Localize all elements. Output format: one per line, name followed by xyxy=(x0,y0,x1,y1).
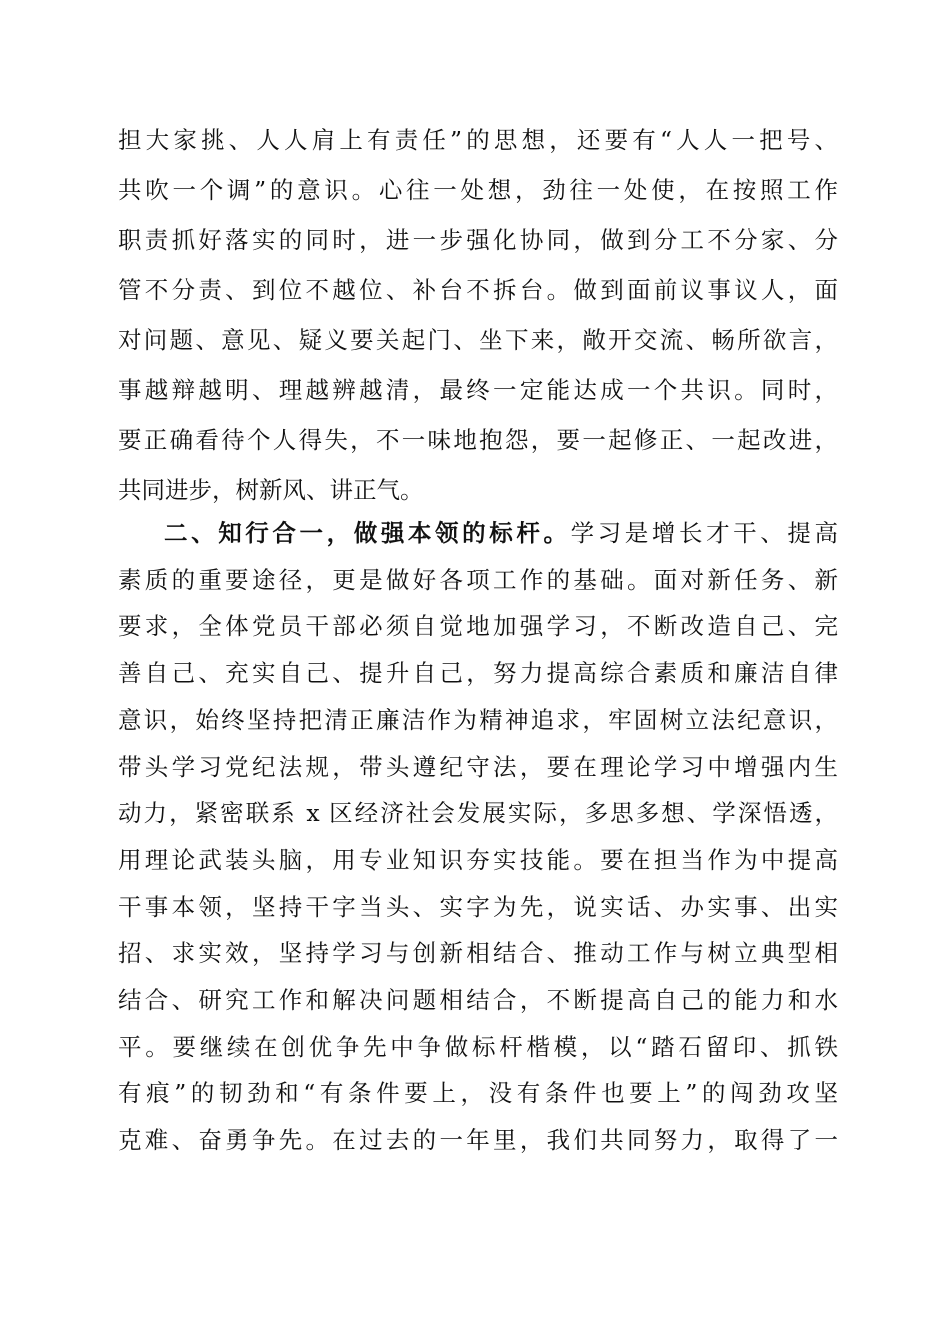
paragraph-2-line-10: 招、求实效，坚持学习与创新相结合、推动工作与树立典型相 xyxy=(118,939,838,968)
paragraph-2-line-9: 干事本领，坚持干字当头、实字为先，说实话、办实事、出实 xyxy=(118,892,838,921)
paragraph-2-line-12: 平。要继续在创优争先中争做标杆楷模，以“踏石留印、抓铁 xyxy=(118,1032,838,1061)
paragraph-2-line-13: 有痕”的韧劲和“有条件要上，没有条件也要上”的闯劲攻坚 xyxy=(118,1079,838,1108)
paragraph-2-first-line-text: 学习是增长才干、提高 xyxy=(570,519,838,547)
paragraph-1-line-3: 职责抓好落实的同时，进一步强化协同，做到分工不分家、分 xyxy=(118,226,838,254)
paragraph-1-line-2: 共吹一个调”的意识。心往一处想，劲往一处使，在按照工作 xyxy=(118,176,838,204)
section-heading: 二、知行合一，做强本领的标杆。 xyxy=(164,519,571,547)
paragraph-2-first-line xyxy=(164,513,838,553)
paragraph-2-line-14: 克难、奋勇争先。在过去的一年里，我们共同努力，取得了一 xyxy=(118,1126,838,1155)
paragraph-2-line-2: 素质的重要途径，更是做好各项工作的基础。面对新任务、新 xyxy=(118,565,838,594)
paragraph-2-line-8: 用理论武装头脑，用专业知识夯实技能。要在担当作为中提高 xyxy=(118,845,838,874)
paragraph-1-line-4: 管不分责、到位不越位、补台不拆台。做到面前议事议人，面 xyxy=(118,276,838,304)
paragraph-1-line-1: 担大家挑、人人肩上有责任”的思想，还要有“人人一把号、 xyxy=(118,126,838,154)
paragraph-1-line-8: 共同进步，树新风、讲正气。 xyxy=(118,476,424,504)
paragraph-2-line-5: 意识，始终坚持把清正廉洁作为精神追求，牢固树立法纪意识， xyxy=(118,705,838,734)
paragraph-2-line-7: 动力，紧密联系 x 区经济社会发展实际，多思多想、学深悟透， xyxy=(118,799,838,828)
paragraph-2-line-6: 带头学习党纪法规，带头遵纪守法，要在理论学习中增强内生 xyxy=(118,752,838,781)
paragraph-2-line-3: 要求，全体党员干部必须自觉地加强学习，不断改造自己、完 xyxy=(118,612,838,641)
paragraph-1-line-7: 要正确看待个人得失，不一味地抱怨，要一起修正、一起改进， xyxy=(118,426,838,454)
paragraph-2-line-11: 结合、研究工作和解决问题相结合，不断提高自己的能力和水 xyxy=(118,986,838,1014)
paragraph-1-line-5: 对问题、意见、疑义要关起门、坐下来，敞开交流、畅所欲言， xyxy=(118,326,838,354)
paragraph-2-line-4: 善自己、充实自己、提升自己，努力提高综合素质和廉洁自律 xyxy=(118,659,838,688)
paragraph-1-line-6: 事越辩越明、理越辨越清，最终一定能达成一个共识。同时， xyxy=(118,376,838,404)
